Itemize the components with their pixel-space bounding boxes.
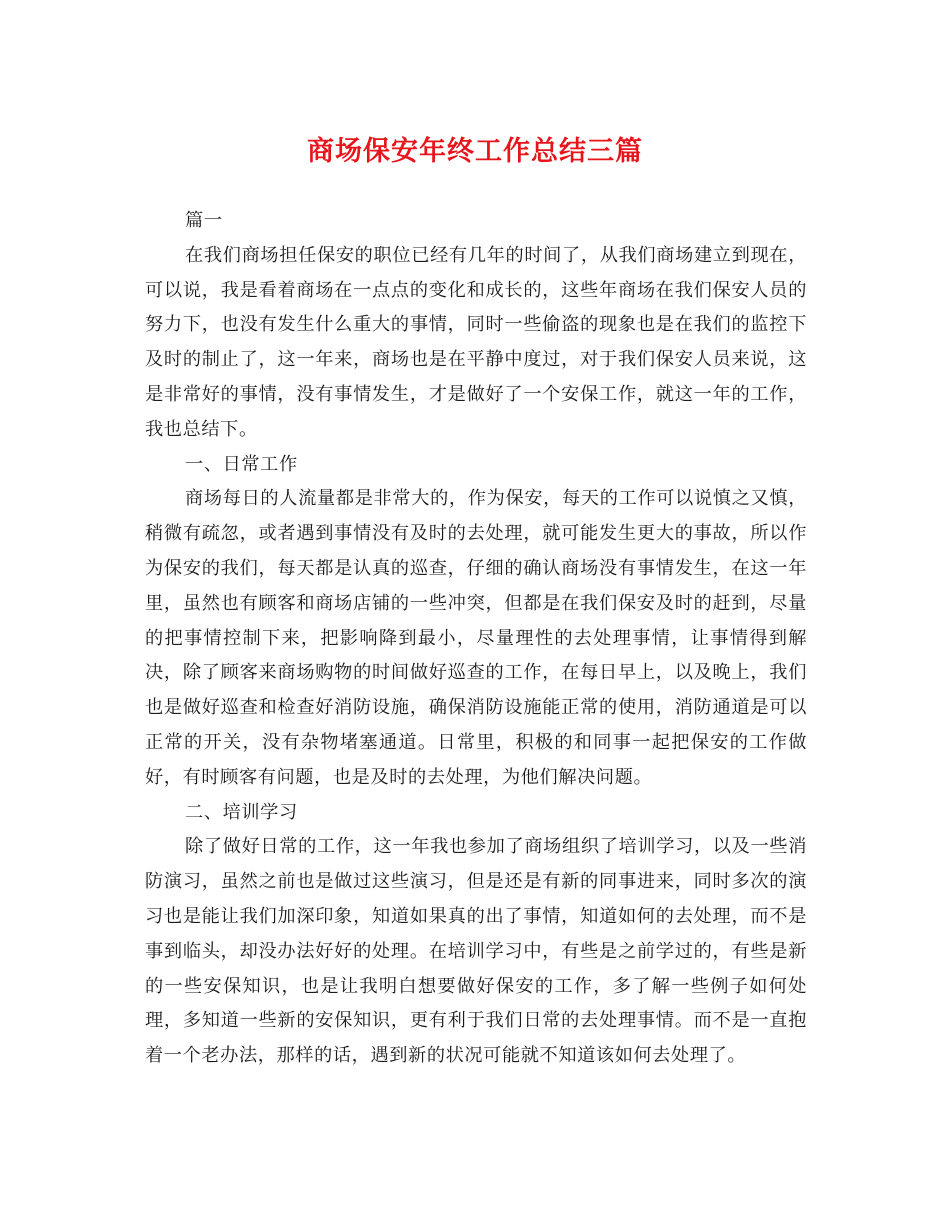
section-label: 篇一 [185, 210, 223, 231]
heading-daily-work: 一、日常工作 [185, 453, 298, 475]
daily-work-paragraph: 商场每日的人流量都是非常大的，作为保安，每天的工作可以说慎之又慎，稍微有疏忽，或者遇到事情没有及时的去处理，就可能发生更大的事故，所以作为保安的我们，每天都是认真的巡查，仔细的确认商场没有事情发生，在这一年里，虽然也有顾客和商场店铺的一些冲突，但都是在我们保安及时的赶到，尽量的把事情控制下来，把影响降到最小，尽量理性的去处理事情，让事情得到解决，除了顾客来商场购物的时间做好巡查的工作，在每日早上，以及晚上，我们也是做好巡查和检查好消防设施，确保消防设施能正常的使用，消防通道是可以正常的开关，没有杂物堵塞通道。日常里，积极的和同事一起把保安的工作做好，有时顾客有问题，也是及时的去处理，为他们解决问题。 [145, 488, 807, 788]
heading-training: 二、培训学习 [185, 801, 298, 823]
training-paragraph: 除了做好日常的工作，这一年我也参加了商场组织了培训学习，以及一些消防演习，虽然之前也是做过这些演习，但是还是有新的同事进来，同时多次的演习也是能让我们加深印象，知道如果真的出了事情，知道如何的去处理，而不是事到临头，却没办法好好的处理。在培训学习中，有些是之前学过的，有些是新的一些安保知识，也是让我明白想要做好保安的工作，多了解一些例子如何处理，多知道一些新的安保知识，更有利于我们日常的去处理事情。而不是一直抱着一个老办法，那样的话，遇到新的状况可能就不知道该如何去处理了。 [145, 836, 807, 1067]
document-body [145, 204, 807, 1074]
intro-paragraph: 在我们商场担任保安的职位已经有几年的时间了，从我们商场建立到现在，可以说，我是看着商场在一点点的变化和成长的，这些年商场在我们保安人员的努力下，也没有发生什么重大的事情，同时一些偷盗的现象也是在我们的监控下及时的制止了，这一年来，商场也是在平静中度过，对于我们保安人员来说，这是非常好的事情，没有事情发生，才是做好了一个安保工作，就这一年的工作，我也总结下。 [145, 244, 807, 440]
document-title: 商场保安年终工作总结三篇 [307, 136, 643, 167]
